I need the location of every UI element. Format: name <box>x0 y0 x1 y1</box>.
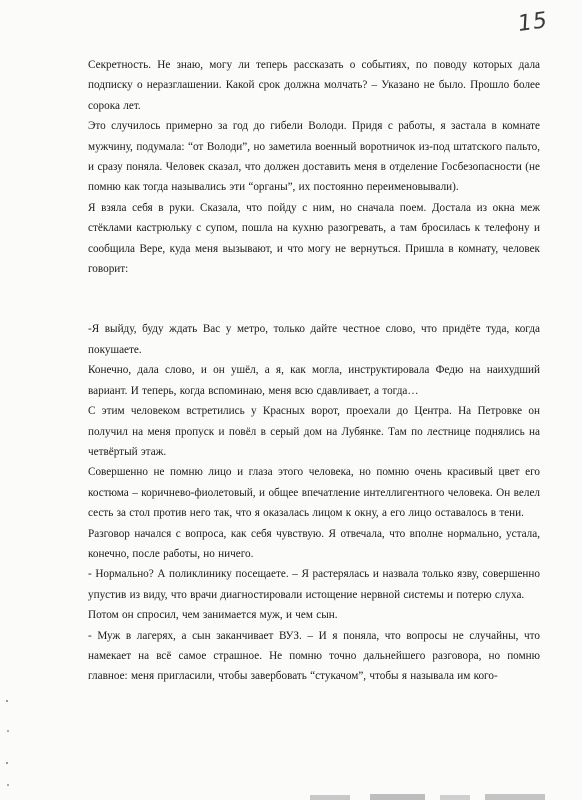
paragraph-word-given: Конечно, дала слово, и он ушёл, а я, как могла, инструктировала Федю на наихудший вариант. И теперь, когда вспоминаю, меня всю сдавливает, а тогда… <box>88 364 540 397</box>
paragraph-recruitment: - Муж в лагерях, а сын заканчивает ВУЗ. – И я поняла, что вопросы не случайны, что намекает на всё самое страшное. Не помню точно дальнейшего разговора, но помню главное: меня пригласили, чтобы завербовать “стукачом”, чтобы я называла им кого- <box>88 629 540 683</box>
paragraph-lubyanka: С этим человеком встретились у Красных ворот, проехали до Центра. На Петровке он получил на меня пропуск и повёл в серый дом на Лубянке. Там по лестнице поднялись на четвёртый этаж. <box>88 405 540 458</box>
scan-margin-dots <box>6 700 9 790</box>
document-body <box>88 55 540 687</box>
paragraph-husband-question: Потом он спросил, чем занимается муж, и чем сын. <box>88 609 338 622</box>
paragraph-metro: -Я выйду, буду ждать Вас у метро, только дайте честное слово, что придёте туда, когда покушаете. <box>88 323 540 356</box>
paragraph-visitor: Это случилось примерно за год до гибели Володи. Придя с работы, я застала в комнате мужчину, подумала: “от Володи”, но заметила военный воротничок из-под штатского пальто, и сразу поняла. Человек сказал, что должен доставить меня в отделение Госбезопасности (не помню как тогда назывались эти “органы”, их постоянно переименовывали). <box>88 120 540 194</box>
paragraph-composure: Я взяла себя в руки. Сказала, что пойду с ним, но сначала поем. Достала из окна меж стёклами кастрюльку с супом, пошла на кухню разогревать, а там бросилась к телефону и сообщила Вере, куда меня вызывают, и что могу не вернуться. Пришла в комнату, человек говорит: <box>88 201 540 276</box>
paragraph-officer-description: Совершенно не помню лицо и глаза этого человека, но помню очень красивый цвет его костюма – коричнево-фиолетовый, и общее впечатление интеллигентного человека. Он велел сесть за стол против него так, что я оказалась лицом к окну, а его лицо оставалось в тени. <box>88 466 540 520</box>
paragraph-clinic: - Нормально? А поликлинику посещаете. – Я растерялась и назвала только язву, совершенно упустив из виду, что врачи диагностировали истощение нервной системы и потерю слуха. <box>88 568 540 601</box>
scan-edge-marks <box>290 793 560 800</box>
handwritten-page-number: 15 <box>516 8 550 37</box>
paragraph-secrecy: Секретность. Не знаю, могу ли теперь рассказать о событиях, по поводу которых дала подписку о неразглашении. Какой срок должна молчать? – Указано не было. Прошло более сорока лет. <box>88 59 540 112</box>
blank-gap <box>88 279 540 319</box>
paragraph-conversation-start: Разговор начался с вопроса, как себя чувствую. Я отвечала, что вполне нормально, устала, конечно, после работы, но ничего. <box>88 527 540 560</box>
